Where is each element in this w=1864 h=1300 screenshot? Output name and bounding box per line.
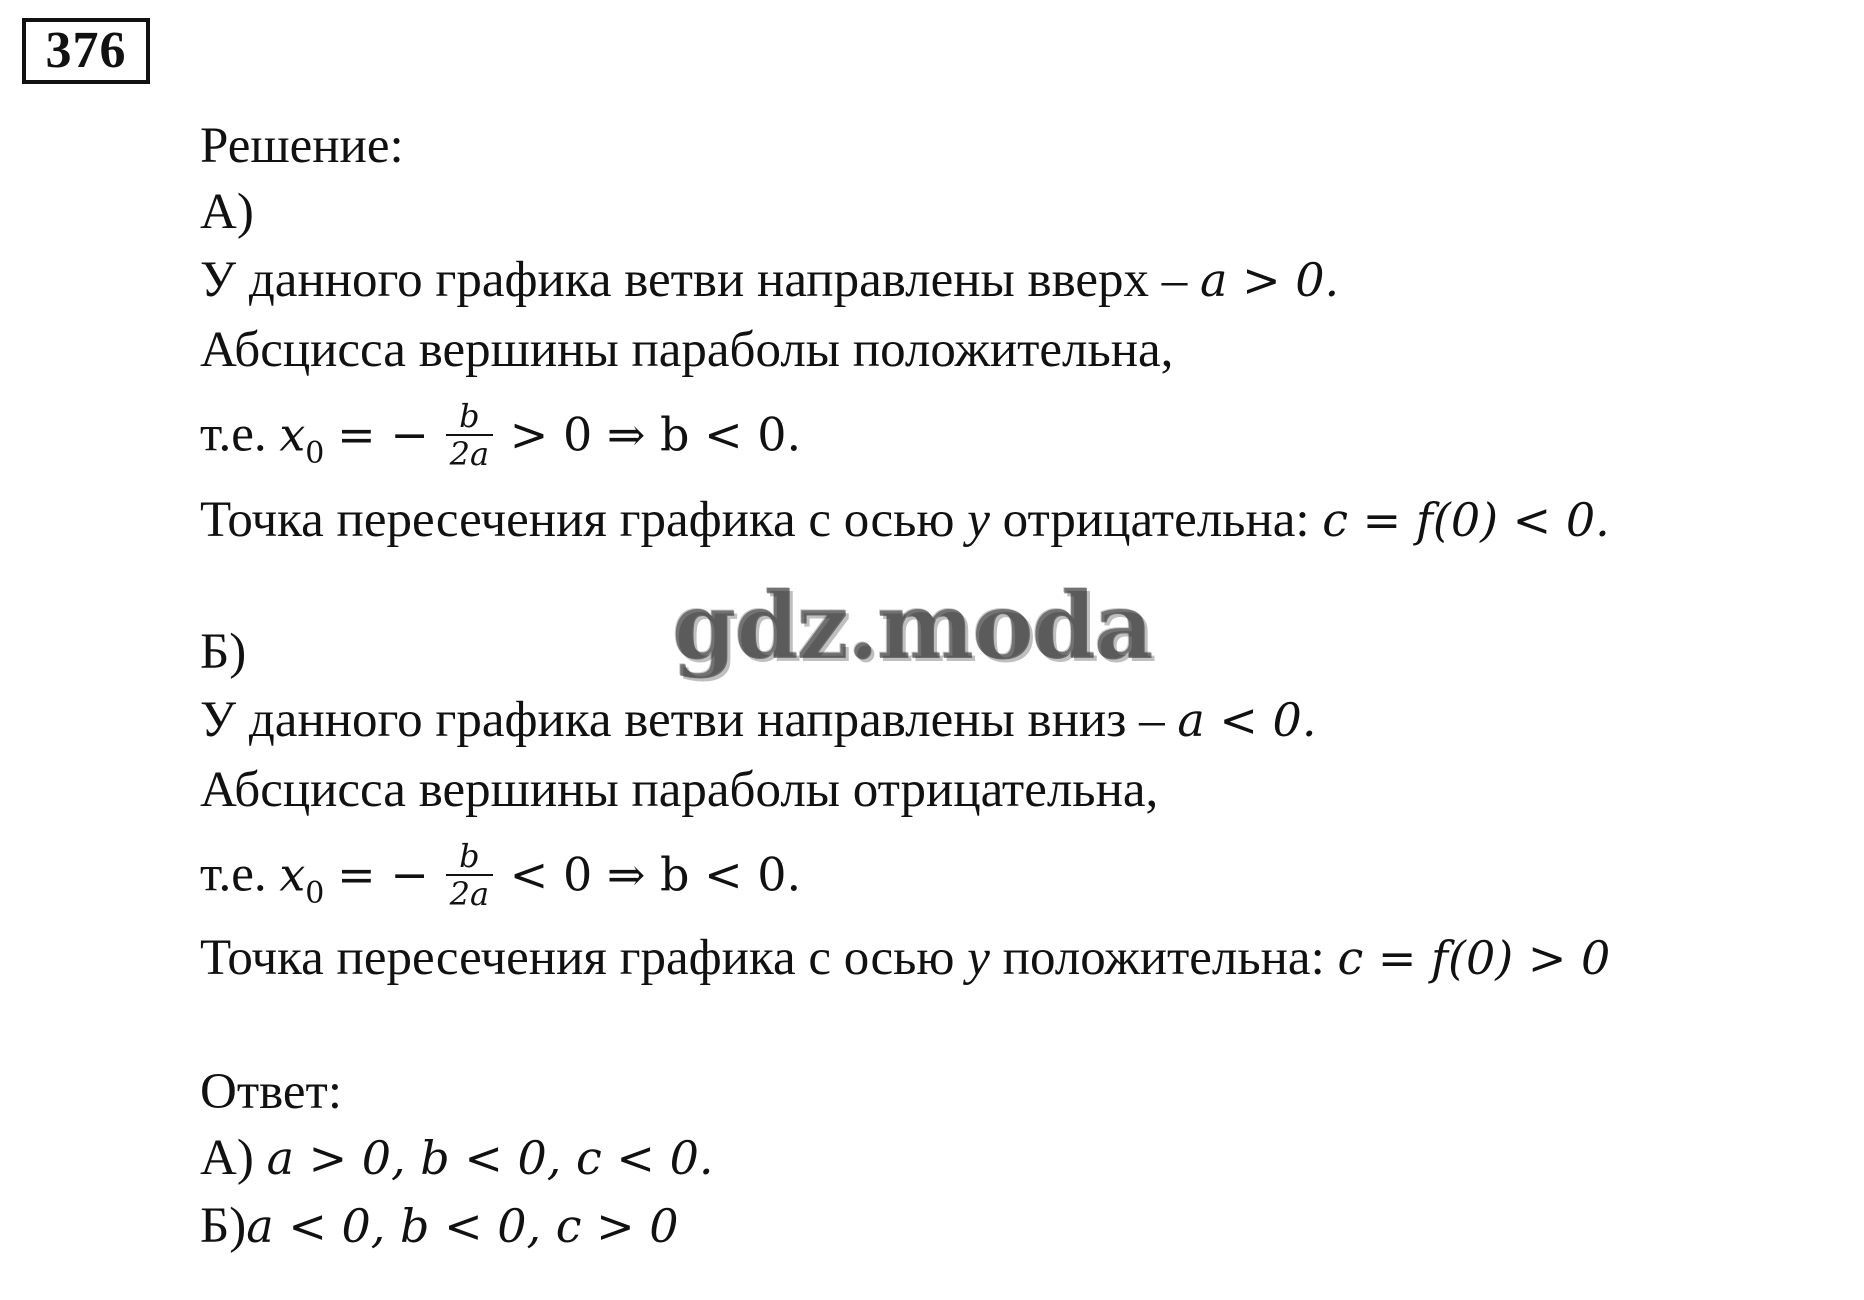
part-a-fraction-denominator: 2a: [449, 435, 490, 473]
part-b-x-subscript: 0: [305, 875, 325, 911]
part-a-line-3: [200, 397, 802, 476]
answer-a-math: a > 0, b < 0, c < 0.: [266, 1131, 714, 1185]
part-b-line-4-text: Точка пересечения графика с осью: [200, 930, 955, 986]
part-a-line-3-tail: > 0 ⇒ b < 0.: [509, 407, 802, 462]
part-a-equals-minus: = −: [337, 407, 429, 462]
part-b-line-3-prefix: т.е.: [200, 846, 267, 903]
part-a-line-1: [200, 250, 1339, 310]
part-b-line-3-tail: < 0 ⇒ b < 0.: [509, 847, 802, 902]
part-a-line-1-text: У данного графика ветви направлены вверх –: [200, 252, 1188, 308]
answer-a: [200, 1128, 713, 1188]
part-a-line-4-math: c = f(0) < 0.: [1322, 493, 1610, 547]
part-a-x-variable: x: [279, 407, 306, 462]
solution-header: Решение:: [200, 118, 404, 174]
part-a-line-4: [200, 490, 1610, 550]
part-a-line-4-text: Точка пересечения графика с осью: [200, 492, 955, 548]
part-a-label: А): [200, 184, 254, 240]
answer-a-label: А): [200, 1130, 254, 1186]
part-b-fraction-denominator: 2a: [449, 875, 490, 913]
part-a-y-axis-variable: y: [967, 492, 990, 548]
part-b-line-4: [200, 928, 1610, 988]
part-b-x-variable: x: [279, 847, 306, 902]
part-b-line-3: [200, 837, 802, 916]
part-a-line-3-prefix: т.е.: [200, 406, 267, 463]
part-b-line-4-math: c = f(0) > 0: [1337, 931, 1611, 985]
part-a-fraction-numerator: b: [446, 398, 493, 436]
part-a-line-1-math: a > 0.: [1200, 253, 1340, 307]
answer-b: [200, 1196, 679, 1256]
problem-number-badge: 376: [22, 18, 150, 84]
part-b-line-4-text-2: положительна:: [1002, 930, 1325, 986]
part-a-line-4-text-2: отрицательна:: [1002, 492, 1310, 548]
part-b-line-1-math: a < 0.: [1177, 693, 1317, 747]
part-b-fraction: [446, 838, 493, 912]
answer-b-math: a < 0, b < 0, c > 0: [246, 1199, 679, 1253]
part-b-equals-minus: = −: [337, 847, 429, 902]
part-a-x-subscript: 0: [305, 435, 325, 471]
answer-b-label: Б): [200, 1198, 247, 1254]
part-a-line-2: Абсцисса вершины параболы положительна,: [200, 322, 1174, 378]
part-b-fraction-numerator: b: [446, 838, 493, 876]
answer-header: Ответ:: [200, 1064, 342, 1120]
part-b-y-axis-variable: y: [967, 930, 990, 986]
part-a-fraction: [446, 398, 493, 472]
part-b-line-1-text: У данного графика ветви направлены вниз –: [200, 692, 1165, 748]
watermark: gdz.moda: [672, 572, 1152, 680]
part-b-line-2: Абсцисса вершины параболы отрицательна,: [200, 762, 1159, 818]
part-b-line-1: [200, 690, 1316, 750]
part-b-label: Б): [200, 624, 247, 680]
